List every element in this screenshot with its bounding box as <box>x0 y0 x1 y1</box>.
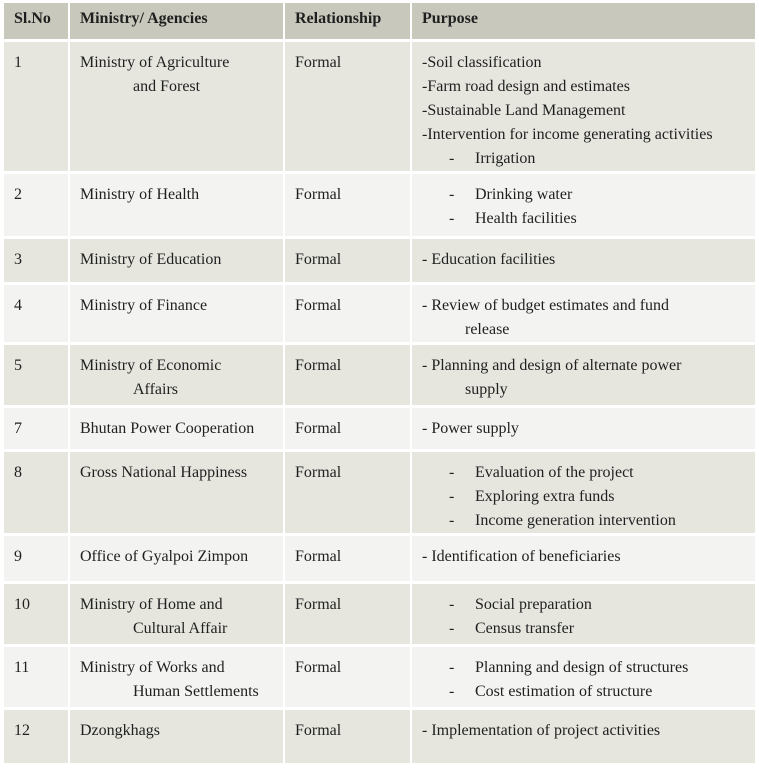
ministry-line: Human Settlements <box>133 682 259 700</box>
cell-purpose <box>411 283 755 343</box>
bullet-dash: - <box>449 595 455 613</box>
ministry-line: Ministry of Finance <box>80 296 208 314</box>
cell-relationship: Formal <box>284 582 411 645</box>
cell-ministry <box>69 534 284 582</box>
purpose-line: - Implementation of project activities <box>422 721 661 739</box>
ministry-line: Ministry of Education <box>80 250 222 268</box>
ministry-line: Office of Gyalpoi Zimpon <box>80 547 249 565</box>
cell-purpose <box>411 40 755 172</box>
bullet-dash: - <box>449 682 455 700</box>
purpose-bullet <box>422 183 745 207</box>
bullet-dash: - <box>449 511 455 529</box>
cell-ministry <box>69 450 284 534</box>
cell-ministry <box>69 582 284 645</box>
cell-purpose <box>411 237 755 283</box>
bullet-text: Income generation intervention <box>475 511 676 529</box>
cell-purpose <box>411 582 755 645</box>
cell-ministry <box>69 406 284 450</box>
purpose-bullet <box>422 207 745 231</box>
cell-purpose <box>411 450 755 534</box>
table-row <box>4 343 755 406</box>
header-ministry: Ministry/ Agencies <box>69 3 284 40</box>
ministry-line: Gross National Happiness <box>80 463 248 481</box>
header-row <box>4 3 755 40</box>
bullet-dash: - <box>449 658 455 676</box>
cell-relationship: Formal <box>284 40 411 172</box>
purpose-line: - Review of budget estimates and fund <box>422 296 670 314</box>
purpose-bullet <box>422 617 745 641</box>
cell-slno: 11 <box>4 645 69 708</box>
cell-purpose <box>411 645 755 708</box>
cell-relationship: Formal <box>284 283 411 343</box>
table-row <box>4 708 755 764</box>
cell-relationship: Formal <box>284 534 411 582</box>
table-row <box>4 237 755 283</box>
cell-purpose <box>411 343 755 406</box>
bullet-text: Evaluation of the project <box>475 463 634 481</box>
cell-relationship: Formal <box>284 237 411 283</box>
cell-slno: 3 <box>4 237 69 283</box>
cell-relationship: Formal <box>284 645 411 708</box>
bullet-dash: - <box>449 185 455 203</box>
ministry-line: Bhutan Power Cooperation <box>80 419 255 437</box>
cell-purpose <box>411 172 755 237</box>
bullet-text: Irrigation <box>475 149 536 167</box>
purpose-line: - Identification of beneficiaries <box>422 547 621 565</box>
purpose-line: supply <box>465 380 508 398</box>
cell-slno: 4 <box>4 283 69 343</box>
cell-purpose <box>411 534 755 582</box>
cell-slno: 9 <box>4 534 69 582</box>
bullet-dash: - <box>449 619 455 637</box>
bullet-dash: - <box>449 149 455 167</box>
cell-relationship: Formal <box>284 172 411 237</box>
ministry-line: Cultural Affair <box>133 619 228 637</box>
cell-purpose <box>411 406 755 450</box>
ministry-line: Dzongkhags <box>80 721 160 739</box>
cell-ministry <box>69 237 284 283</box>
bullet-text: Drinking water <box>475 185 573 203</box>
purpose-line: - Power supply <box>422 419 519 437</box>
ministry-line: Ministry of Agriculture <box>80 53 230 71</box>
ministry-line: Ministry of Home and <box>80 595 223 613</box>
ministry-line: Ministry of Health <box>80 185 200 203</box>
cell-ministry <box>69 343 284 406</box>
cell-relationship: Formal <box>284 708 411 764</box>
cell-ministry <box>69 708 284 764</box>
purpose-line: - Education facilities <box>422 250 556 268</box>
purpose-line: -Intervention for income generating activities <box>422 125 713 143</box>
agencies-table <box>4 3 755 766</box>
cell-ministry <box>69 172 284 237</box>
bullet-text: Cost estimation of structure <box>475 682 653 700</box>
bullet-dash: - <box>449 463 455 481</box>
cell-slno: 8 <box>4 450 69 534</box>
table-row <box>4 450 755 534</box>
bullet-text: Exploring extra funds <box>475 487 615 505</box>
table-row <box>4 172 755 237</box>
cell-slno: 2 <box>4 172 69 237</box>
cell-relationship: Formal <box>284 406 411 450</box>
cell-slno: 10 <box>4 582 69 645</box>
purpose-bullet <box>422 680 745 704</box>
cell-relationship: Formal <box>284 343 411 406</box>
bullet-text: Health facilities <box>475 209 577 227</box>
cell-slno: 12 <box>4 708 69 764</box>
purpose-bullet <box>422 147 745 171</box>
purpose-line: -Sustainable Land Management <box>422 101 626 119</box>
bullet-dash: - <box>449 487 455 505</box>
table-row <box>4 283 755 343</box>
purpose-bullet <box>422 656 745 680</box>
cell-ministry <box>69 40 284 172</box>
table-row <box>4 40 755 172</box>
cell-slno: 7 <box>4 406 69 450</box>
cell-slno: 5 <box>4 343 69 406</box>
purpose-bullet <box>422 593 745 617</box>
purpose-bullet <box>422 485 745 509</box>
ministry-line: Ministry of Economic <box>80 356 222 374</box>
bullet-dash: - <box>449 209 455 227</box>
bullet-text: Planning and design of structures <box>475 658 689 676</box>
purpose-bullet <box>422 509 745 533</box>
bullet-text: Census transfer <box>475 619 575 637</box>
cell-slno: 1 <box>4 40 69 172</box>
bullet-text: Social preparation <box>475 595 592 613</box>
purpose-line: -Farm road design and estimates <box>422 77 630 95</box>
cell-purpose <box>411 708 755 764</box>
ministry-line: Ministry of Works and <box>80 658 225 676</box>
purpose-line: - Planning and design of alternate power <box>422 356 682 374</box>
cell-relationship: Formal <box>284 450 411 534</box>
ministry-line: Affairs <box>133 380 179 398</box>
purpose-bullet <box>422 461 745 485</box>
header-purpose: Purpose <box>411 3 755 40</box>
cell-ministry <box>69 283 284 343</box>
table-row <box>4 645 755 708</box>
table-row <box>4 406 755 450</box>
header-relationship: Relationship <box>284 3 411 40</box>
table-row <box>4 534 755 582</box>
purpose-line: -Soil classification <box>422 53 542 71</box>
purpose-line: release <box>465 320 510 338</box>
ministry-line: and Forest <box>133 77 201 95</box>
cell-ministry <box>69 645 284 708</box>
table-row <box>4 582 755 645</box>
header-slno: Sl.No <box>4 3 69 40</box>
